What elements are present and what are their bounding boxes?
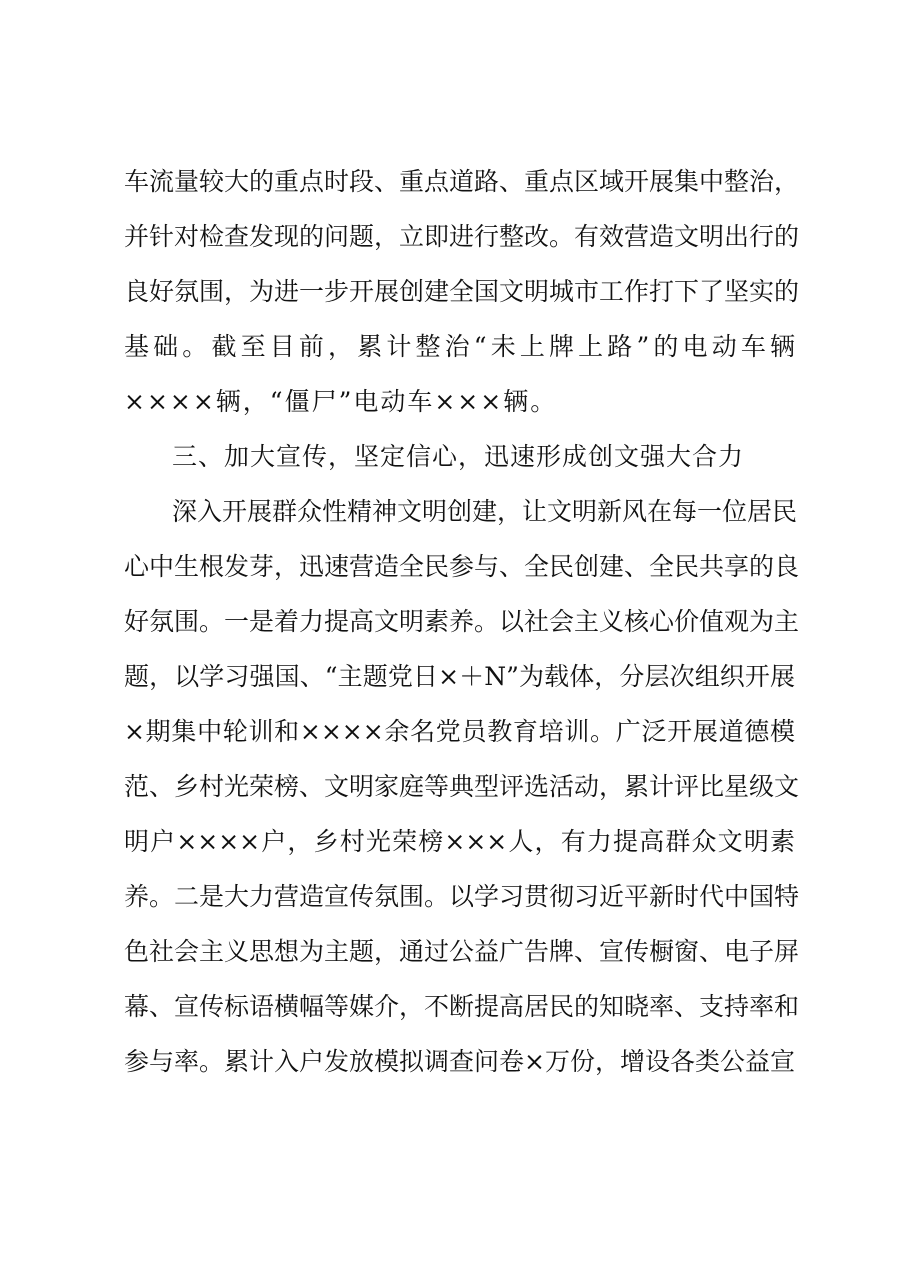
- paragraph-line: ×期集中轮训和××××余名党员教育培训。广泛开展道德模: [124, 717, 795, 746]
- paragraph-line: 养。二是大力营造宣传氛围。以学习贯彻习近平新时代中国特: [124, 882, 800, 911]
- section-heading: 三、加大宣传，坚定信心，迅速形成创文强大合力: [172, 442, 745, 471]
- paragraph-line: ××××辆，“僵尸”电动车×××辆。: [124, 387, 558, 416]
- paragraph-line: 并针对检查发现的问题，立即进行整改。有效营造文明出行的: [124, 222, 800, 251]
- paragraph-line: 深入开展群众性精神文明创建，让文明新风在每一位居民: [172, 497, 798, 526]
- paragraph-line: 题，以学习强国、“主题党日×＋N”为载体，分层次组织开展: [124, 662, 795, 691]
- paragraph-line: 色社会主义思想为主题，通过公益广告牌、宣传橱窗、电子屏: [124, 937, 800, 966]
- paragraph-line: 基础。截至目前，累计整治“未上牌上路”的电动车辆: [124, 332, 795, 361]
- paragraph-line: 良好氛围，为进一步开展创建全国文明城市工作打下了坚实的: [124, 277, 800, 306]
- paragraph-line: 车流量较大的重点时段、重点道路、重点区域开展集中整治，: [124, 167, 800, 196]
- paragraph-line: 参与率。累计入户发放模拟调查问卷×万份，增设各类公益宣: [124, 1047, 795, 1076]
- paragraph-line: 范、乡村光荣榜、文明家庭等典型评选活动，累计评比星级文: [124, 772, 800, 801]
- paragraph-line: 好氛围。一是着力提高文明素养。以社会主义核心价值观为主: [124, 607, 800, 636]
- paragraph-line: 幕、宣传标语横幅等媒介，不断提高居民的知晓率、支持率和: [124, 992, 800, 1021]
- paragraph-line: 心中生根发芽，迅速营造全民参与、全民创建、全民共享的良: [124, 552, 800, 581]
- paragraph-line: 明户××××户，乡村光荣榜×××人，有力提高群众文明素: [124, 827, 795, 856]
